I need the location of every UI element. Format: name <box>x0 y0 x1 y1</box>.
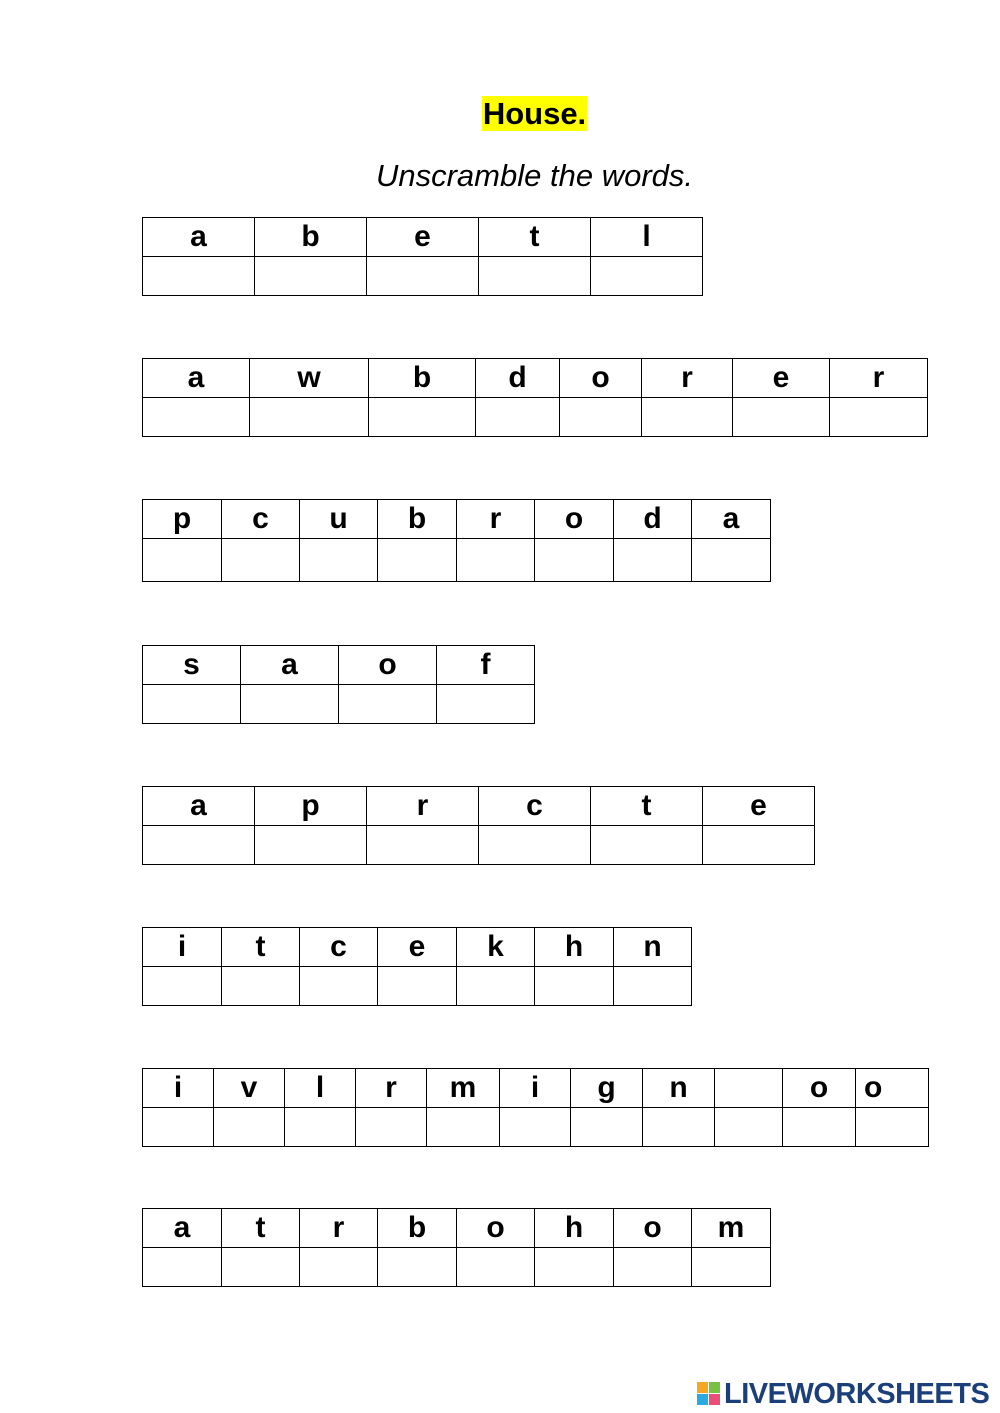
answer-cell[interactable] <box>143 685 241 724</box>
letter-cell: r <box>356 1069 427 1108</box>
letter-cell: e <box>733 359 830 398</box>
answer-cell[interactable] <box>535 539 614 582</box>
scrambled-letters-row <box>143 1069 929 1108</box>
title-text: House. <box>482 96 587 131</box>
instruction-text: Unscramble the words. <box>375 158 693 193</box>
letter-cell: v <box>214 1069 285 1108</box>
letter-cell: h <box>535 1209 614 1248</box>
answer-cell[interactable] <box>856 1108 929 1147</box>
letter-cell: m <box>427 1069 500 1108</box>
answer-cell[interactable] <box>143 826 255 865</box>
letter-cell: r <box>642 359 733 398</box>
answer-cell[interactable] <box>367 826 479 865</box>
letter-cell: r <box>830 359 928 398</box>
letter-cell: w <box>250 359 369 398</box>
answer-cell[interactable] <box>300 539 378 582</box>
answer-cell[interactable] <box>500 1108 571 1147</box>
answer-row <box>143 539 771 582</box>
word-table-7 <box>142 1068 929 1147</box>
letter-cell: h <box>535 928 614 967</box>
letter-cell: r <box>457 500 535 539</box>
answer-cell[interactable] <box>643 1108 715 1147</box>
letter-cell: s <box>143 646 241 685</box>
answer-cell[interactable] <box>733 398 830 437</box>
answer-cell[interactable] <box>457 967 535 1006</box>
letter-cell: t <box>222 928 300 967</box>
letter-cell: p <box>143 500 222 539</box>
answer-cell[interactable] <box>378 539 457 582</box>
answer-row <box>143 398 928 437</box>
answer-cell[interactable] <box>427 1108 500 1147</box>
letter-cell: a <box>143 359 250 398</box>
word-table-6 <box>142 927 692 1006</box>
word-table-5 <box>142 786 815 865</box>
letter-cell: c <box>300 928 378 967</box>
letter-cell: i <box>143 1069 214 1108</box>
answer-cell[interactable] <box>285 1108 356 1147</box>
letter-cell: i <box>500 1069 571 1108</box>
answer-cell[interactable] <box>614 539 692 582</box>
word-table-2 <box>142 358 928 437</box>
letter-cell: o <box>339 646 437 685</box>
word-table-4 <box>142 645 535 724</box>
answer-cell[interactable] <box>143 539 222 582</box>
letter-cell: e <box>378 928 457 967</box>
scrambled-letters-row <box>143 500 771 539</box>
answer-row <box>143 257 703 296</box>
logo-text: LIVEWORKSHEETS <box>724 1377 990 1410</box>
letter-cell: n <box>614 928 692 967</box>
letter-cell: d <box>476 359 560 398</box>
answer-row <box>143 1248 771 1287</box>
answer-cell[interactable] <box>378 967 457 1006</box>
scrambled-letters-row <box>143 787 815 826</box>
letter-cell: a <box>143 1209 222 1248</box>
letter-cell: c <box>222 500 300 539</box>
letter-cell: o <box>457 1209 535 1248</box>
word-table-8 <box>142 1208 771 1287</box>
answer-cell[interactable] <box>591 257 703 296</box>
word-table-1 <box>142 217 703 296</box>
answer-cell[interactable] <box>571 1108 643 1147</box>
letter-cell: l <box>591 218 703 257</box>
answer-cell[interactable] <box>222 539 300 582</box>
letter-cell: n <box>643 1069 715 1108</box>
answer-cell[interactable] <box>715 1108 783 1147</box>
answer-cell[interactable] <box>367 257 479 296</box>
letter-cell: r <box>300 1209 378 1248</box>
answer-cell[interactable] <box>214 1108 285 1147</box>
answer-cell[interactable] <box>591 826 703 865</box>
answer-cell[interactable] <box>692 539 771 582</box>
scrambled-letters-row <box>143 218 703 257</box>
answer-cell[interactable] <box>250 398 369 437</box>
answer-cell[interactable] <box>143 257 255 296</box>
letter-cell: a <box>143 218 255 257</box>
answer-row <box>143 1108 929 1147</box>
letter-cell <box>715 1069 783 1108</box>
letter-cell: a <box>241 646 339 685</box>
worksheet-title <box>0 94 1000 134</box>
letter-cell: p <box>255 787 367 826</box>
letter-cell: d <box>614 500 692 539</box>
letter-cell: e <box>703 787 815 826</box>
letter-cell: o <box>614 1209 692 1248</box>
scrambled-letters-row <box>143 359 928 398</box>
letter-cell: t <box>222 1209 300 1248</box>
answer-cell[interactable] <box>222 967 300 1006</box>
word-table-3 <box>142 499 771 582</box>
answer-cell[interactable] <box>614 1248 692 1287</box>
letter-cell: o <box>783 1069 856 1108</box>
letter-cell: b <box>369 359 476 398</box>
letter-cell: o <box>856 1069 929 1108</box>
scrambled-letters-row <box>143 1209 771 1248</box>
liveworksheets-logo <box>697 1378 989 1410</box>
answer-cell[interactable] <box>703 826 815 865</box>
letter-cell: a <box>143 787 255 826</box>
answer-cell[interactable] <box>255 826 367 865</box>
answer-cell[interactable] <box>479 826 591 865</box>
liveworksheets-logo-icon <box>697 1382 721 1406</box>
answer-cell[interactable] <box>535 967 614 1006</box>
scrambled-letters-row <box>143 646 535 685</box>
answer-cell[interactable] <box>457 539 535 582</box>
answer-cell[interactable] <box>830 398 928 437</box>
letter-cell: t <box>591 787 703 826</box>
answer-cell[interactable] <box>476 398 560 437</box>
answer-cell[interactable] <box>692 1248 771 1287</box>
letter-cell: k <box>457 928 535 967</box>
answer-cell[interactable] <box>300 1248 378 1287</box>
letter-cell: i <box>143 928 222 967</box>
letter-cell: m <box>692 1209 771 1248</box>
answer-cell[interactable] <box>143 1248 222 1287</box>
letter-cell: b <box>255 218 367 257</box>
letter-cell: o <box>560 359 642 398</box>
letter-cell: e <box>367 218 479 257</box>
answer-cell[interactable] <box>457 1248 535 1287</box>
scrambled-letters-row <box>143 928 692 967</box>
letter-cell: g <box>571 1069 643 1108</box>
letter-cell: o <box>535 500 614 539</box>
letter-cell: t <box>479 218 591 257</box>
letter-cell: b <box>378 1209 457 1248</box>
answer-cell[interactable] <box>339 685 437 724</box>
answer-cell[interactable] <box>378 1248 457 1287</box>
answer-row <box>143 685 535 724</box>
answer-cell[interactable] <box>479 257 591 296</box>
letter-cell: f <box>437 646 535 685</box>
answer-cell[interactable] <box>255 257 367 296</box>
answer-cell[interactable] <box>437 685 535 724</box>
letter-cell: l <box>285 1069 356 1108</box>
answer-cell[interactable] <box>614 967 692 1006</box>
letter-cell: r <box>367 787 479 826</box>
answer-cell[interactable] <box>560 398 642 437</box>
answer-cell[interactable] <box>300 967 378 1006</box>
answer-cell[interactable] <box>356 1108 427 1147</box>
answer-cell[interactable] <box>143 967 222 1006</box>
letter-cell: c <box>479 787 591 826</box>
letter-cell: a <box>692 500 771 539</box>
answer-cell[interactable] <box>143 1108 214 1147</box>
letter-cell: b <box>378 500 457 539</box>
answer-row <box>143 967 692 1006</box>
answer-cell[interactable] <box>143 398 250 437</box>
answer-cell[interactable] <box>783 1108 856 1147</box>
answer-cell[interactable] <box>535 1248 614 1287</box>
answer-cell[interactable] <box>222 1248 300 1287</box>
answer-cell[interactable] <box>642 398 733 437</box>
letter-cell: u <box>300 500 378 539</box>
answer-row <box>143 826 815 865</box>
answer-cell[interactable] <box>241 685 339 724</box>
answer-cell[interactable] <box>369 398 476 437</box>
